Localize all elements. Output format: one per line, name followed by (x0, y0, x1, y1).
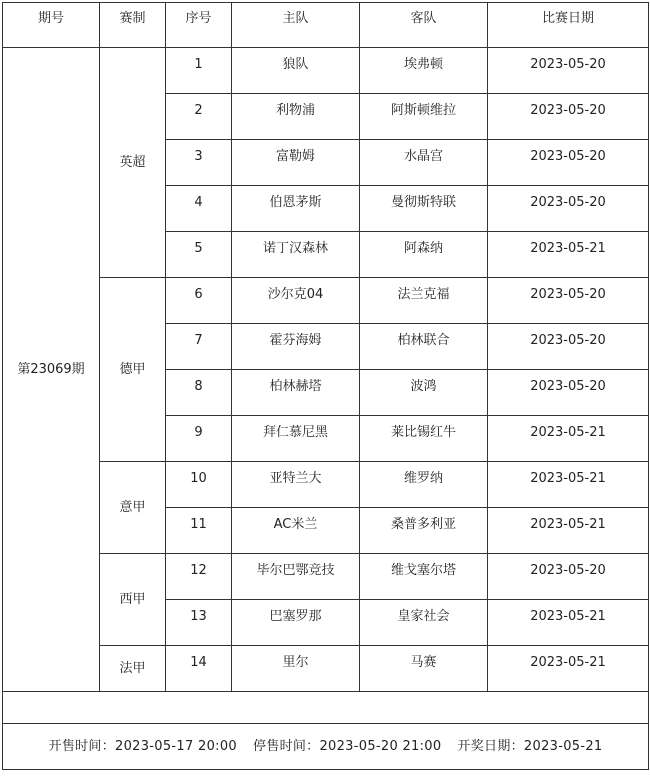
home-team-cell: 里尔 (232, 646, 360, 692)
sale-start-time: 开售时间：2023-05-17 20:00 (48, 739, 237, 754)
match-date-cell: 2023-05-21 (488, 600, 649, 646)
table-row (3, 278, 649, 324)
away-team-cell: 莱比锡红牛 (360, 416, 488, 462)
seq-cell: 12 (166, 554, 232, 600)
seq-cell: 6 (166, 278, 232, 324)
header-away-team: 客队 (360, 3, 488, 48)
draw-date: 开奖日期：2023-05-21 (457, 739, 603, 754)
table-row (3, 554, 649, 600)
header-seq: 序号 (166, 3, 232, 48)
header-match-date: 比赛日期 (488, 3, 649, 48)
seq-cell: 10 (166, 462, 232, 508)
match-date-cell: 2023-05-20 (488, 48, 649, 94)
seq-cell: 8 (166, 370, 232, 416)
league-cell: 意甲 (100, 462, 166, 554)
footer-row (3, 724, 649, 770)
away-team-cell: 维戈塞尔塔 (360, 554, 488, 600)
match-date-cell: 2023-05-20 (488, 278, 649, 324)
home-team-cell: 亚特兰大 (232, 462, 360, 508)
blank-cell (3, 692, 649, 724)
away-team-cell: 皇家社会 (360, 600, 488, 646)
home-team-cell: 毕尔巴鄂竞技 (232, 554, 360, 600)
table-row (3, 462, 649, 508)
home-team-cell: 霍芬海姆 (232, 324, 360, 370)
sale-stop-time: 停售时间：2023-05-20 21:00 (252, 739, 442, 754)
match-date-cell: 2023-05-21 (488, 462, 649, 508)
away-team-cell: 阿森纳 (360, 232, 488, 278)
match-date-cell: 2023-05-20 (488, 370, 649, 416)
home-team-cell: 沙尔克04 (232, 278, 360, 324)
header-row (3, 3, 649, 48)
away-team-cell: 波鸿 (360, 370, 488, 416)
league-cell: 德甲 (100, 278, 166, 462)
seq-cell: 11 (166, 508, 232, 554)
home-team-cell: AC米兰 (232, 508, 360, 554)
table-row (3, 646, 649, 692)
match-date-cell: 2023-05-20 (488, 186, 649, 232)
away-team-cell: 法兰克福 (360, 278, 488, 324)
blank-row (3, 692, 649, 724)
match-date-cell: 2023-05-21 (488, 416, 649, 462)
header-home-team: 主队 (232, 3, 360, 48)
away-team-cell: 柏林联合 (360, 324, 488, 370)
home-team-cell: 伯恩茅斯 (232, 186, 360, 232)
match-date-cell: 2023-05-20 (488, 140, 649, 186)
away-team-cell: 曼彻斯特联 (360, 186, 488, 232)
header-period: 期号 (3, 3, 100, 48)
match-date-cell: 2023-05-21 (488, 646, 649, 692)
match-date-cell: 2023-05-20 (488, 324, 649, 370)
seq-cell: 1 (166, 48, 232, 94)
home-team-cell: 柏林赫塔 (232, 370, 360, 416)
header-league: 赛制 (100, 3, 166, 48)
seq-cell: 2 (166, 94, 232, 140)
home-team-cell: 利物浦 (232, 94, 360, 140)
league-cell: 英超 (100, 48, 166, 278)
footer-cell (3, 724, 649, 770)
match-date-cell: 2023-05-20 (488, 554, 649, 600)
away-team-cell: 维罗纳 (360, 462, 488, 508)
home-team-cell: 狼队 (232, 48, 360, 94)
seq-cell: 3 (166, 140, 232, 186)
match-date-cell: 2023-05-21 (488, 232, 649, 278)
match-date-cell: 2023-05-20 (488, 94, 649, 140)
home-team-cell: 富勒姆 (232, 140, 360, 186)
away-team-cell: 马赛 (360, 646, 488, 692)
table-row (3, 48, 649, 94)
league-cell: 法甲 (100, 646, 166, 692)
match-date-cell: 2023-05-21 (488, 508, 649, 554)
seq-cell: 9 (166, 416, 232, 462)
seq-cell: 5 (166, 232, 232, 278)
away-team-cell: 阿斯顿维拉 (360, 94, 488, 140)
period-cell: 第23069期 (3, 48, 100, 692)
away-team-cell: 桑普多利亚 (360, 508, 488, 554)
home-team-cell: 拜仁慕尼黑 (232, 416, 360, 462)
league-cell: 西甲 (100, 554, 166, 646)
seq-cell: 4 (166, 186, 232, 232)
home-team-cell: 诺丁汉森林 (232, 232, 360, 278)
away-team-cell: 埃弗顿 (360, 48, 488, 94)
seq-cell: 14 (166, 646, 232, 692)
seq-cell: 7 (166, 324, 232, 370)
match-schedule-table (2, 2, 649, 770)
seq-cell: 13 (166, 600, 232, 646)
away-team-cell: 水晶宫 (360, 140, 488, 186)
home-team-cell: 巴塞罗那 (232, 600, 360, 646)
